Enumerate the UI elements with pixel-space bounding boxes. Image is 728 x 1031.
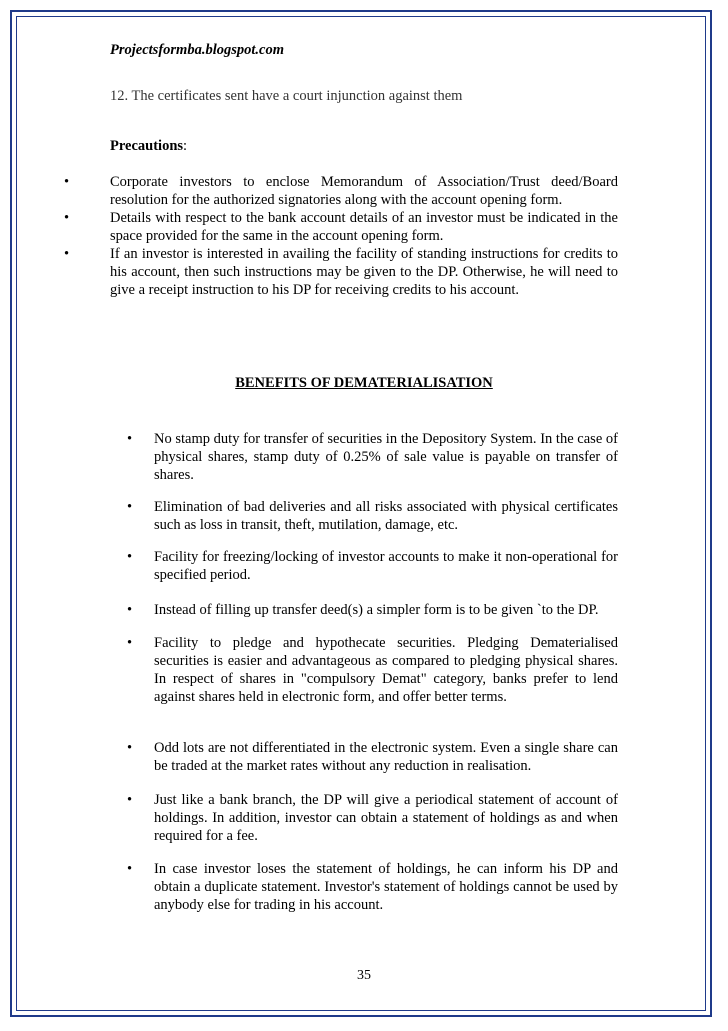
benefit-item: • Odd lots are not differentiated in the electronic system. Even a single share can be traded at the market rates without any reduction in realisation. [154,739,618,775]
precautions-heading-label: Precautions [110,138,184,154]
benefit-item: • Just like a bank branch, the DP will give a periodical statement of account of holdings. In addition, investor can obtain a statement of holdings as and when required for a fee. [154,791,618,845]
precaution-item: • Details with respect to the bank account details of an investor must be indicated in the space provided for the same in the account opening form. [110,209,618,245]
benefits-title: BENEFITS OF DEMATERIALISATION [235,375,493,391]
benefits-section [0,375,728,392]
precautions-heading [110,138,187,155]
benefit-item: • Facility for freezing/locking of investor accounts to make it non-operational for specified period. [154,548,618,584]
precaution-item: • Corporate investors to enclose Memorandum of Association/Trust deed/Board resolution for the authorized signatories along with the account opening form. [110,173,618,209]
benefit-item: • Elimination of bad deliveries and all risks associated with physical certificates such as loss in transit, theft, mutilation, damage, etc. [154,498,618,534]
page-number: 35 [357,968,371,983]
benefit-item: • No stamp duty for transfer of securities in the Depository System. In the case of physical shares, stamp duty of 0.25% of sale value is payable on transfer of shares. [154,430,618,484]
precaution-item: • If an investor is interested in availing the facility of standing instructions for credits to his account, then such instructions may be given to the DP. Otherwise, he will need to give a receipt instruction to his DP for receiving credits to his account. [110,245,618,299]
benefit-item: • In case investor loses the statement of holdings, he can inform his DP and obtain a duplicate statement. Investor's statement of holdings cannot be used by anybody else for trading in his account. [154,860,618,914]
item-12-text: 12. The certificates sent have a court injunction against them [110,88,463,104]
precautions-heading-colon: : [183,138,188,154]
precautions-list [110,173,618,299]
benefit-item: • Facility to pledge and hypothecate securities. Pledging Dematerialised securities is easier and advantageous as compared to pledging physical shares. In respect of shares in "compulsory Demat" category, banks prefer to lend against shares held in electronic form, and offer better terms. [154,634,618,706]
benefit-item: • Instead of filling up transfer deed(s) a simpler form is to be given `to the DP. [154,601,618,619]
page-header: Projectsformba.blogspot.com [110,42,284,58]
